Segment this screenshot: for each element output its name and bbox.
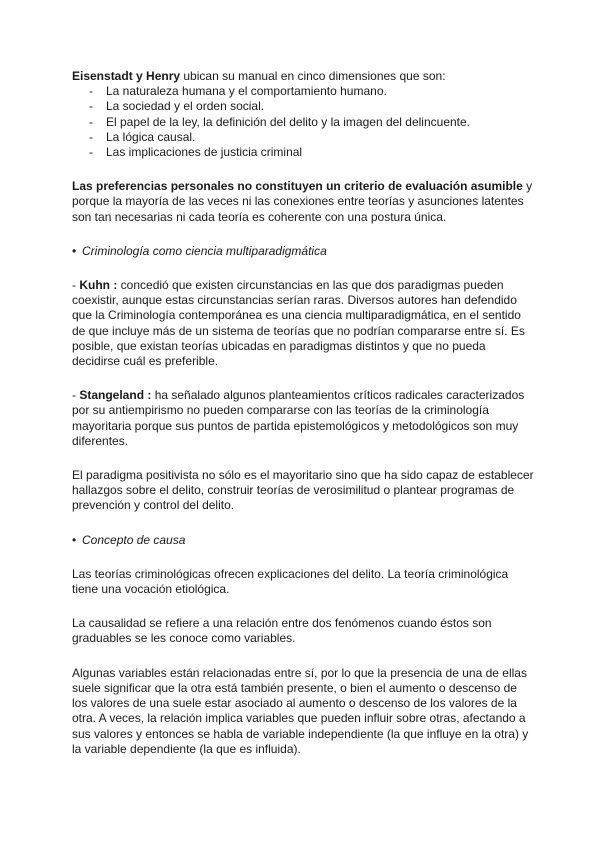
dash-marker: - <box>89 84 93 99</box>
document-body <box>72 69 534 757</box>
list-item-text: La sociedad y el orden social. <box>106 99 265 114</box>
preferencias-paragraph <box>72 179 534 225</box>
teorias-paragraph: Las teorías criminológicas ofrecen explicaciones del delito. La teoría criminológica tiene una vocación etiológica. <box>72 566 509 597</box>
variables-paragraph: Algunas variables están relacionadas entre sí, por lo que la presencia de una de ellas suele significar que la otra está también presente, o bien el aumento o descenso de los valores de una suele estar asociado al aumento o descenso de los valores de la otra. A veces, la relación implica variables que pueden influir sobre otras, afectando a sus valores y entonces se habla de variable independiente (la que influye en la otra) y la variable dependiente (la que es influida). <box>72 665 529 756</box>
intro-text: ubican su manual en cinco dimensiones que son: <box>180 69 446 83</box>
intro-paragraph <box>72 69 534 84</box>
paradigma-paragraph: El paradigma positivista no sólo es el mayoritario sino que ha sido capaz de establecer hallazgos sobre el delito, construir teorías de verosimilitud o plantear programas de prevención y control del delito. <box>72 468 534 513</box>
list-item-text: La naturaleza humana y el comportamiento humano. <box>106 84 387 99</box>
dimensions-list <box>72 84 534 160</box>
stangeland-text: ha señalado algunos planteamientos críticos radicales caracterizados por su antiempirismo no pueden compararse con las teorías de la criminología mayoritaria porque sus puntos de partida epistemológicos y metodológicos son muy diferentes. <box>72 388 525 448</box>
list-item <box>72 115 534 130</box>
bullet-marker: • <box>72 532 77 547</box>
list-item-text: La lógica causal. <box>106 129 196 144</box>
kuhn-text: concedió que existen circunstancias en las que dos paradigmas pueden coexistir, aunque estas circunstancias serían raras. Diversos autores han defendido que la Criminología contemporánea es una ciencia multiparadigmática, en el sentido de que incluye más de un sistema de teorías que no podrían compararse entre sí. Es posible, que existan teorías ubicadas en paradigmas distintos y que no pueda decidirse cuál es preferible. <box>72 278 525 369</box>
stangeland-name: Stangeland : <box>79 388 152 403</box>
kuhn-paragraph <box>72 278 534 369</box>
section-heading-causa <box>72 533 534 548</box>
causalidad-paragraph: La causalidad se refiere a una relación entre dos fenómenos cuando éstos son graduables se les conoce como variables. <box>72 616 492 646</box>
dash-marker: - <box>89 145 93 160</box>
heading-text: Criminología como ciencia multiparadigmática <box>82 243 327 258</box>
stangeland-paragraph <box>72 388 534 449</box>
bullet-marker: • <box>72 243 77 258</box>
section-heading-criminologia <box>72 244 534 259</box>
preferencias-bold: Las preferencias personales no constituyen un criterio de evaluación asumible <box>72 179 523 194</box>
heading-text: Concepto de causa <box>82 532 186 547</box>
list-item-text: Las implicaciones de justicia criminal <box>106 145 303 160</box>
dash-marker: - <box>89 114 93 129</box>
dash-marker: - <box>89 129 93 144</box>
dash-marker: - <box>89 99 93 114</box>
list-item <box>72 130 534 145</box>
intro-authors: Eisenstadt y Henry <box>72 69 181 83</box>
kuhn-name: Kuhn : <box>79 278 118 293</box>
list-item <box>72 145 534 160</box>
list-item-text: El papel de la ley, la definición del delito y la imagen del delincuente. <box>106 114 471 129</box>
stangeland-prefix: - <box>72 388 80 403</box>
list-item <box>72 99 534 114</box>
list-item <box>72 84 534 99</box>
preferencias-text: y porque la mayoría de las veces ni las conexiones entre teorías y asunciones latentes son tan necesarias ni cada teoría es coherente con una postura única. <box>72 179 533 224</box>
kuhn-prefix: - <box>72 278 80 293</box>
